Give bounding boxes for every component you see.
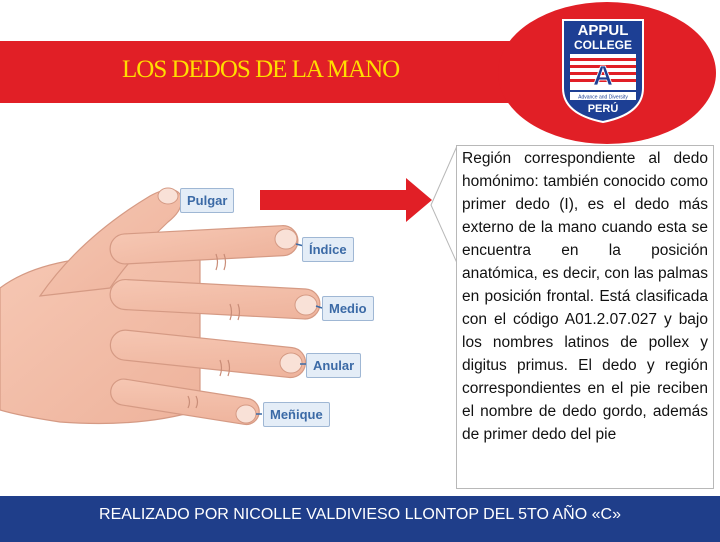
label-indice: Índice (302, 237, 354, 262)
hand-illustration (0, 178, 460, 438)
logo-motto: Advance and Diversity (578, 94, 628, 101)
logo-letter: A (592, 60, 614, 91)
label-pulgar: Pulgar (180, 188, 234, 213)
description-text: Región correspondiente al dedo homónimo: también conocido como primer dedo (I), es el dedo más externo de la mano cuando esta se encuentra en la posición anatómica, es decir, con las palmas en posición frontal. Está clasificada con el código A01.2.07.027 y bajo los nombres latinos de pollex y digitus primus. El dedo y región correspondientes en el pie reciben el nombre de dedo gordo, además de primer dedo del pie (462, 150, 708, 443)
logo-line1: APPUL (577, 22, 629, 39)
slide-title: LOS DEDOS DE LA MANO (122, 56, 400, 83)
label-anular: Anular (306, 353, 361, 378)
label-medio: Medio (322, 296, 374, 321)
label-menique: Meñique (263, 402, 330, 427)
college-logo (560, 18, 646, 124)
logo-line2: COLLEGE (573, 38, 633, 52)
logo-country: PERÚ (587, 103, 619, 115)
pointer-arrow (260, 178, 432, 222)
footer-credit: REALIZADO POR NICOLLE VALDIVIESO LLONTOP DEL 5TO AÑO «C» (99, 506, 621, 523)
